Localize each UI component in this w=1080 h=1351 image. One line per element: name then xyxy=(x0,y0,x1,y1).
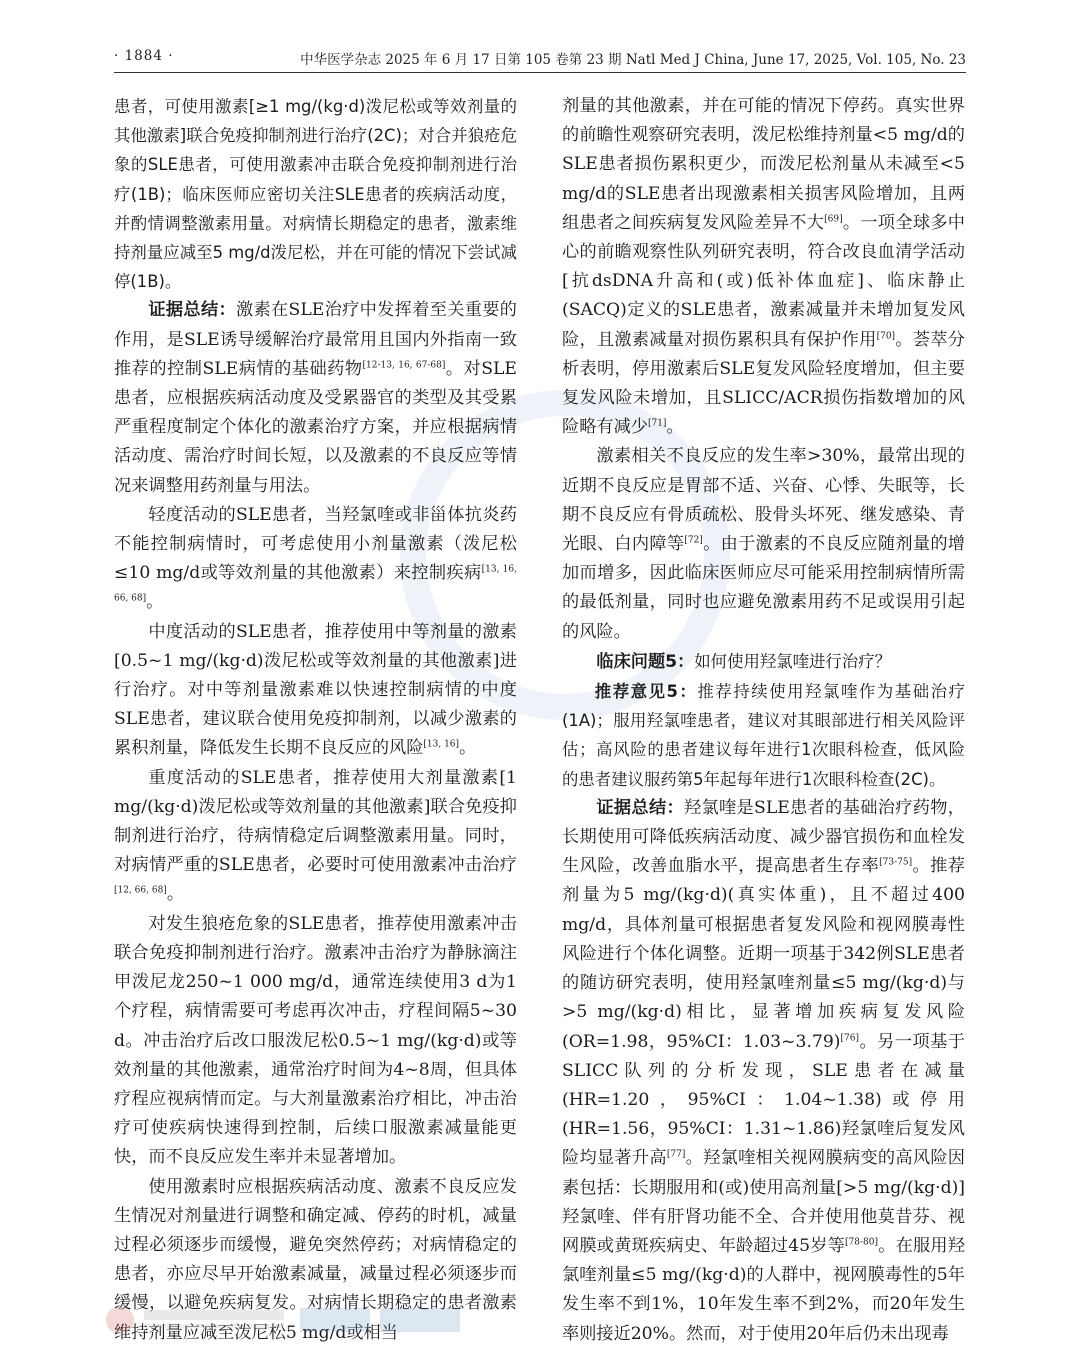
paragraph-text: 。在服用羟氯喹剂量≤5 mg/(kg·d)的人群中，视网膜毒性的5年发生率不到1%，10年发生率不到2%，而20年发生率则接近20%。然而，对于使用20年后仍未出现毒 xyxy=(562,1235,965,1344)
citation-ref: [77] xyxy=(666,1149,686,1160)
citation-ref: [72] xyxy=(684,535,703,546)
running-header xyxy=(114,46,966,73)
maintenance-dose-paragraph xyxy=(562,92,965,442)
question-label: 临床问题5： xyxy=(596,651,695,672)
clinical-question-5 xyxy=(562,647,965,677)
paragraph-text: 。 xyxy=(166,884,185,905)
evidence-summary-5 xyxy=(562,794,965,1349)
paragraph-text: 。荟萃分析表明，停用激素后SLE复发风险轻度增加，但主要复发风险未增加，且SLICC/ACR损伤指数增加的风险略有减少 xyxy=(562,329,965,438)
citation-ref: [76] xyxy=(840,1032,859,1043)
paragraph-text: 剂量的其他激素，并在可能的情况下停药。真实世界的前瞻性观察研究表明，泼尼松维持剂量<5 mg/d的SLE患者损伤累积更少，而泼尼松剂量从未减至<5 mg/d的SLE患者出现激素相关损害风险增加，且两组患者之间疾病复发风险差异不大 xyxy=(562,96,965,233)
publisher-logo-watermark xyxy=(100,1300,480,1340)
paragraph-text: 激素相关不良反应的发生率>30%，最常出现的近期不良反应是胃部不适、兴奋、心悸、失眠等，长期不良反应有骨质疏松、股骨头坏死、继发感染、青光眼、白内障等 xyxy=(562,446,965,555)
evidence-summary-label: 证据总结： xyxy=(596,797,684,818)
left-column xyxy=(114,92,517,1348)
right-column xyxy=(562,92,965,1349)
citation-ref: [13, 16] xyxy=(423,739,460,750)
question-text: 如何使用羟氯喹进行治疗？ xyxy=(694,651,891,671)
page-number: · 1884 · xyxy=(114,48,174,64)
dose-adjustment-paragraph: 使用激素时应根据疾病活动度、激素不良反应发生情况对剂量进行调整和确定减、停药的时机，减量过程必须逐步而缓慢，避免突然停药；对病情稳定的患者，亦应尽早开始激素减量，减量过程必须逐步而缓慢，以避免疾病复发。对病情长期稳定的患者激素维持剂量应减至泼尼松5 mg/d或相当 xyxy=(114,1176,517,1343)
recommendation-continuation: 患者，可使用激素[≥1 mg/(kg·d)泼尼松或等效剂量的其他激素]联合免疫抑制剂进行治疗(2C)；对合并狼疮危象的SLE患者，可使用激素冲击联合免疫抑制剂进行治疗(1B)；临床医师应密切关注SLE患者的疾病活动度，并酌情调整激素用量。对病情长期稳定的患者，激素维持剂量应减至5 mg/d泼尼松，并在可能的情况下尝试减停(1B)。 xyxy=(114,97,517,292)
paragraph-text: 重度活动的SLE患者，推荐使用大剂量激素[1 mg/(kg·d)泼尼松或等效剂量的其他激素]联合免疫抑制剂进行治疗，待病情稳定后调整激素用量。同时，对病情严重的SLE患者，必要时可使用激素冲击治疗 xyxy=(114,767,517,876)
recommendation-5 xyxy=(562,677,965,794)
mild-activity-paragraph xyxy=(114,501,517,618)
paragraph-text: 。由于激素的不良反应随剂量的增加而增多，因此临床医师应尽可能采用控制病情所需的最低剂量，同时也应避免激素用药不足或误用引起的风险。 xyxy=(562,534,965,642)
paragraph-text: 羟氯喹是SLE患者的基础治疗药物，长期使用可降低疾病活动度、减少器官损伤和血栓发生风险，改善血脂水平，提高患者生存率 xyxy=(562,797,965,877)
paragraph-text: 。另一项基于SLICC队列的分析发现，SLE患者在减量(HR=1.20，95%CI：1.04~1.38)或停用(HR=1.56，95%CI：1.31~1.86)羟氯喹后复发风险均显著升高 xyxy=(562,1031,965,1169)
paragraph-text: 。 xyxy=(666,417,684,438)
citation-ref: [12, 66, 68] xyxy=(114,885,167,896)
citation-ref: [70] xyxy=(876,330,896,341)
paragraph-text: 。一项全球多中心的前瞻观察性队列研究表明，符合改良血清学活动[抗dsDNA升高和(或)低补体血症]、临床静止(SACQ)定义的SLE患者，激素减量并未增加复发风险，且激素减量对损伤累积具有保护作用 xyxy=(562,212,965,350)
recommendation-label: 推荐意见5： xyxy=(594,682,698,702)
recommendation-text: 推荐持续使用羟氯喹作为基础治疗(1A)；服用羟氯喹患者，建议对其眼部进行相关风险评估；高风险的患者建议每年进行1次眼科检查，低风险的患者建议服药第5年起每年进行1次眼科检查(2C)。 xyxy=(562,682,966,789)
evidence-summary-label: 证据总结： xyxy=(148,300,236,321)
paragraph-text: 。 xyxy=(146,592,164,613)
paragraph-text: 。推荐剂量为5 mg/(kg·d)(真实体重)，且不超过400 mg/d，具体剂量可根据患者复发风险和视网膜毒性风险进行个体化调整。近期一项基于342例SLE患者的随访研究表明，使用羟氯喹剂量≤5 mg/(kg·d)与>5 mg/(kg·d)相比，显著增加疾病复发风险(OR=1.98，95%CI：1.03~3.79) xyxy=(562,856,965,1052)
journal-citation: 中华医学杂志 2025 年 6 月 17 日第 105 卷第 23 期 Natl Med J China, June 17, 2025, Vol. 105, No. 23 xyxy=(300,52,966,68)
citation-ref: [73-75] xyxy=(879,857,913,868)
citation-ref: [13, 16, 66, 68] xyxy=(114,564,517,604)
paragraph-text: 。羟氯喹相关视网膜病变的高风险因素包括：长期服用和(或)使用高剂量[>5 mg/(kg·d)]羟氯喹、伴有肝肾功能不全、合并使用他莫昔芬、视网膜或黄斑疾病史、年龄超过45岁等 xyxy=(562,1148,965,1256)
citation-ref: [78-80] xyxy=(845,1237,878,1248)
paragraph-text: 轻度活动的SLE患者，当羟氯喹或非甾体抗炎药不能控制病情时，可考虑使用小剂量激素（泼尼松≤10 mg/d或等效剂量的其他激素）来控制疾病 xyxy=(114,504,517,584)
paragraph-text: 中度活动的SLE患者，推荐使用中等剂量的激素[0.5~1 mg/(kg·d)泼尼松或等效剂量的其他激素]进行治疗。对中等剂量激素难以快速控制病情的中度SLE患者，建议联合使用免疫抑制剂，以减少激素的累积剂量，降低发生长期不良反应的风险 xyxy=(114,621,517,759)
paragraph-text: 激素在SLE治疗中发挥着至关重要的作用，是SLE诱导缓解治疗最常用且国内外指南一致推荐的控制SLE病情的基础药物 xyxy=(114,300,517,379)
moderate-activity-paragraph xyxy=(114,618,517,764)
citation-ref: [69] xyxy=(824,214,843,225)
adverse-reactions-paragraph xyxy=(562,442,965,646)
citation-ref: [71] xyxy=(647,418,667,429)
citation-ref: [12-13, 16, 67-68] xyxy=(362,360,446,371)
paragraph-text: 。对SLE患者，应根据疾病活动度及受累器官的类型及其受累严重程度制定个体化的激素治疗方案，并应根据病情活动度、需治疗时间长短，以及激素的不良反应等情况来调整用药剂量与用法。 xyxy=(114,358,517,496)
evidence-summary-paragraph xyxy=(114,296,517,500)
lupus-crisis-paragraph: 对发生狼疮危象的SLE患者，推荐使用激素冲击联合免疫抑制剂进行治疗。激素冲击治疗为静脉滴注甲泼尼龙250~1 000 mg/d，通常连续使用3 d为1个疗程，病情需要可考虑再次冲击，疗程间隔5~30 d。冲击治疗后改口服泼尼松0.5~1 mg/(kg·d)或等效剂量的其他激素，通常治疗时间为4~8周，但具体疗程应视病情而定。与大剂量激素治疗相比，冲击治疗可使疾病快速得到控制，后续口服激素减量能更快，而不良反应发生率并未显著增加。 xyxy=(114,913,517,1168)
paragraph-text: 。 xyxy=(459,738,477,759)
severe-activity-paragraph xyxy=(114,764,517,910)
